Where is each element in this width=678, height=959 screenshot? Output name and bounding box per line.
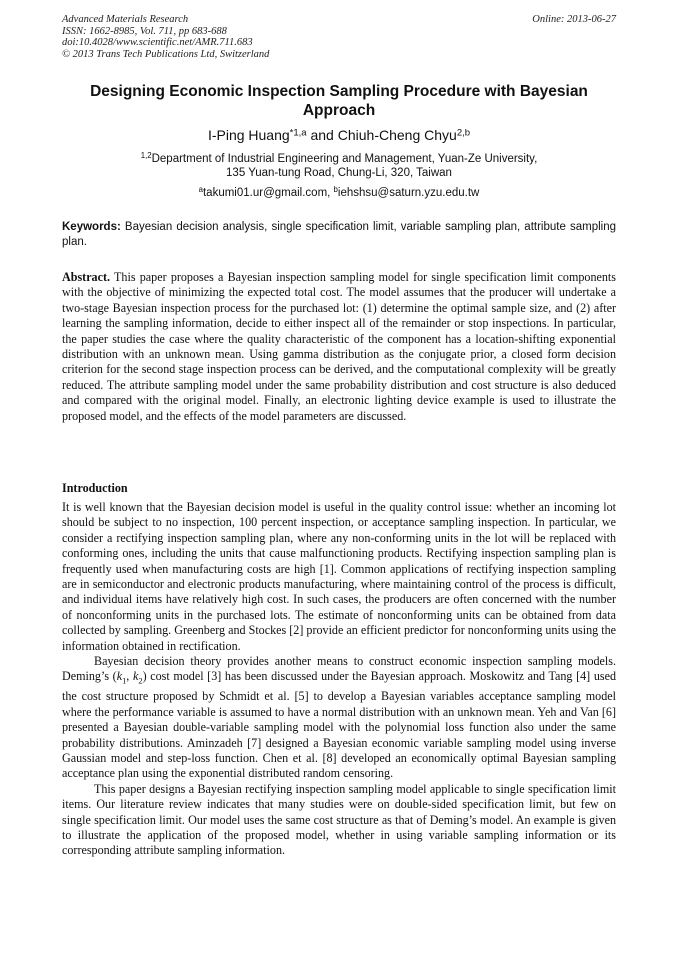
introduction-heading: Introduction: [62, 481, 128, 495]
abstract: [62, 270, 616, 424]
intro-paragraph-2: [62, 654, 616, 782]
doi-line: doi:10.4028/www.scientific.net/AMR.711.683: [62, 37, 253, 48]
online-date: Online: 2013-06-27: [532, 14, 616, 25]
email-a: takumi01.ur@gmail.com,: [202, 187, 334, 199]
keywords-label: Keywords:: [62, 221, 121, 233]
keywords: [62, 220, 616, 249]
affiliation-mark: 1,2: [140, 151, 152, 161]
author-1-affil-mark: *1,a: [289, 127, 307, 139]
email-mark-a: a: [198, 185, 203, 195]
affiliation-line-1: Department of Industrial Engineering and Management, Yuan-Ze University,: [151, 153, 538, 165]
journal-header: [62, 14, 616, 60]
abstract-text: This paper proposes a Bayesian inspection sampling model for single specification limit components with the objective of minimizing the expected total cost. The model assumes that the producer will undertake a two-stage Bayesian inspection process for the purchased lot: (1) determine the optimal sample size, and (2) after learning the sampling information, decide to either inspect all of the remainder or stop inspections. In particular, the paper studies the case where the quality characteristic of the component has a location-shifting exponential distribution with an unknown mean. Using gamma distribution as the conjugate prior, a closed form decision criterion for the second stage inspection process can be derived, and the computational complexity will be greatly reduced. The attribute sampling model under the same probability distribution and cost structure is also deduced and compared with the original model. Finally, an electronic lighting device example is used to illustrate the proposed model, and the effects of the model parameters are discussed.: [62, 270, 616, 423]
issn-line: ISSN: 1662-8985, Vol. 711, pp 683-688: [62, 25, 227, 37]
author-line: [62, 126, 616, 144]
paper-title: Designing Economic Inspection Sampling Procedure with Bayesian Approach: [90, 83, 588, 119]
email-b: iehshsu@saturn.yzu.edu.tw: [337, 187, 480, 199]
intro-p2-comma: ,: [126, 669, 133, 684]
author-2-affil-mark: 2,b: [456, 127, 471, 139]
affiliation-line-2: 135 Yuan-tung Road, Chung-Li, 320, Taiwan: [226, 167, 452, 179]
intro-paragraph-3: This paper designs a Bayesian rectifying inspection sampling model applicable to single specification limit items. Our literature review indicates that many studies were on double-sided specification limit, but few on single specification limit. Our model uses the same cost structure as that of Deming’s model. An example is given to illustrate the application of the proposed model, whether in using variable sampling information or its corresponding attribute sampling information.: [62, 781, 616, 858]
author-2: Chiuh-Cheng Chyu: [337, 127, 457, 143]
author-conjunction: and: [306, 127, 338, 143]
intro-p2-text-b: ) cost model [3] has been discussed under the Bayesian approach. Moskowitz and Tang [4] used the cost structure proposed by Schmidt et al. [5] to develop a Bayesian variables acceptance sampling model where the performance variable is assumed to have a normal distribution with an unknown mean. Yeh and Van [6] presented a Bayesian double-variable sampling model with the polynomial loss function also under the same probability distributions. Aminzadeh [7] designed a Bayesian economic variable sampling model using inverse Gaussian model and step-loss function. Chen et al. [8] developed an economically optimal Bayesian sampling acceptance plan using the exponential distributed random censoring.: [62, 669, 616, 781]
k2-symbol: k: [132, 669, 139, 684]
introduction-body: [62, 500, 616, 859]
keywords-text: Bayesian decision analysis, single specification limit, variable sampling plan, attribute sampling plan.: [62, 221, 616, 248]
author-1: I-Ping Huang: [207, 127, 290, 143]
abstract-label: Abstract.: [62, 270, 111, 284]
author-emails: [62, 186, 616, 200]
affiliation: [62, 152, 616, 180]
k2-subscript: 2: [138, 675, 143, 686]
journal-name: Advanced Materials Research: [62, 14, 189, 25]
email-mark-b: b: [333, 185, 338, 195]
copyright-line: © 2013 Trans Tech Publications Ltd, Switzerland: [62, 48, 270, 60]
k1-symbol: k: [116, 669, 123, 684]
k1-subscript: 1: [122, 675, 127, 686]
intro-paragraph-1: It is well known that the Bayesian decision model is useful in the quality control issue: whether an incoming lot should be subject to no inspection, 100 percent inspection, or acceptance sampling inspection. In particular, we consider a rectifying inspection sampling plan, where any non-conforming units in the lot will be replaced with conforming ones, including the units that cause malfunctioning products. Rectifying inspection sampling plan is frequently used when manufacturing costs are high [1]. Common applications of rectifying inspection sampling are in semiconductor and electronic products manufacturing, where maintaining control of the process is difficult, and individual items have relatively high cost. In such cases, the producers are often concerned with the number of nonconforming units in the purchased lots. The estimate of nonconforming units can be obtained from data collected by sampling. Greenberg and Stockes [2] provide an efficient predictor for nonconforming units using the information obtained in rectification.: [62, 500, 616, 653]
intro-p2-text-a: Bayesian decision theory provides another means to construct economic inspection sampling models. Deming’s (: [62, 654, 616, 684]
